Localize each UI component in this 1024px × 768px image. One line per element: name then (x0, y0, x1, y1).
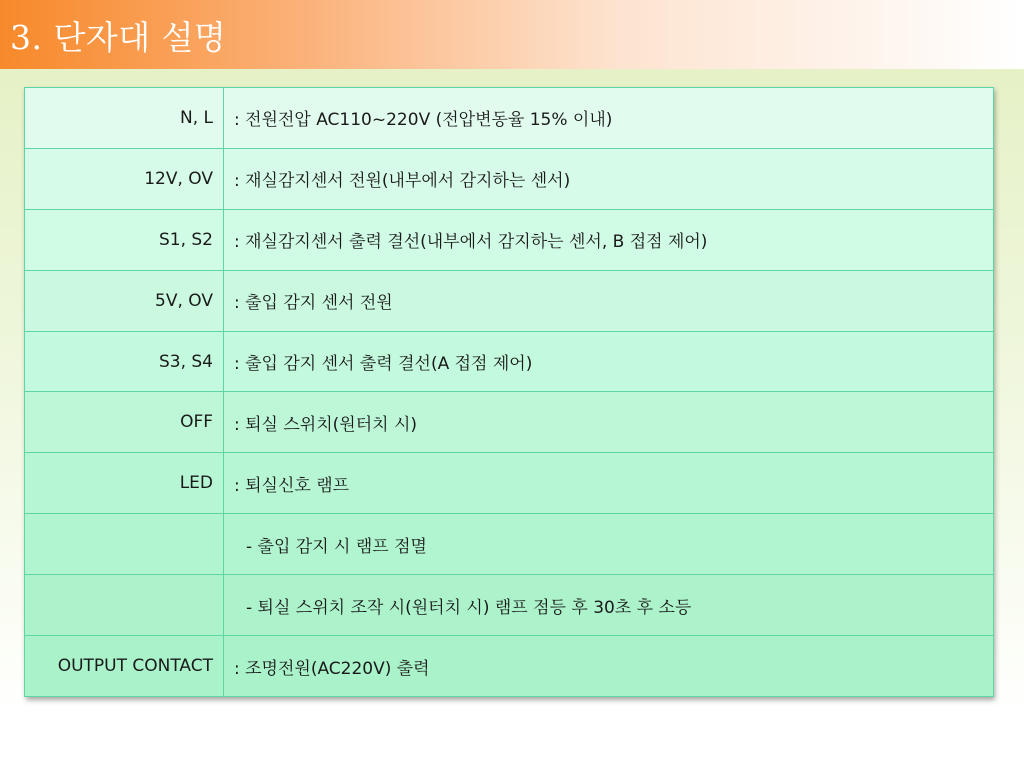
terminal-description: : 퇴실신호 램프 (224, 453, 994, 514)
terminal-description: : 출입 감지 센서 출력 결선(A 접점 제어) (224, 331, 994, 392)
terminal-key: OUTPUT CONTACT (25, 636, 224, 697)
terminal-key (25, 575, 224, 636)
table-row (25, 575, 994, 636)
terminal-key: 5V, OV (25, 270, 224, 331)
terminal-key: OFF (25, 392, 224, 453)
terminal-description: : 출입 감지 센서 전원 (224, 270, 994, 331)
terminal-description: : 퇴실 스위치(원터치 시) (224, 392, 994, 453)
terminal-key: N, L (25, 88, 224, 149)
table-row (25, 88, 994, 149)
table-row (25, 148, 994, 209)
terminal-table (24, 87, 994, 697)
terminal-key: S1, S2 (25, 209, 224, 270)
table-row (25, 392, 994, 453)
slide-title: 3. 단자대 설명 (10, 18, 227, 57)
terminal-description: : 재실감지센서 전원(내부에서 감지하는 센서) (224, 148, 994, 209)
table-row (25, 270, 994, 331)
terminal-key: LED (25, 453, 224, 514)
terminal-description: : 재실감지센서 출력 결선(내부에서 감지하는 센서, B 접점 제어) (224, 209, 994, 270)
table-row (25, 453, 994, 514)
terminal-description: - 출입 감지 시 램프 점멸 (224, 514, 994, 575)
terminal-key: S3, S4 (25, 331, 224, 392)
table-row (25, 331, 994, 392)
table-row (25, 209, 994, 270)
table-row (25, 514, 994, 575)
terminal-key: 12V, OV (25, 148, 224, 209)
title-bar (0, 0, 1024, 69)
terminal-description: : 조명전원(AC220V) 출력 (224, 636, 994, 697)
terminal-table-container (24, 87, 993, 697)
terminal-key (25, 514, 224, 575)
table-row (25, 636, 994, 697)
terminal-description: - 퇴실 스위치 조작 시(원터치 시) 램프 점등 후 30초 후 소등 (224, 575, 994, 636)
terminal-description: : 전원전압 AC110~220V (전압변동율 15% 이내) (224, 88, 994, 149)
